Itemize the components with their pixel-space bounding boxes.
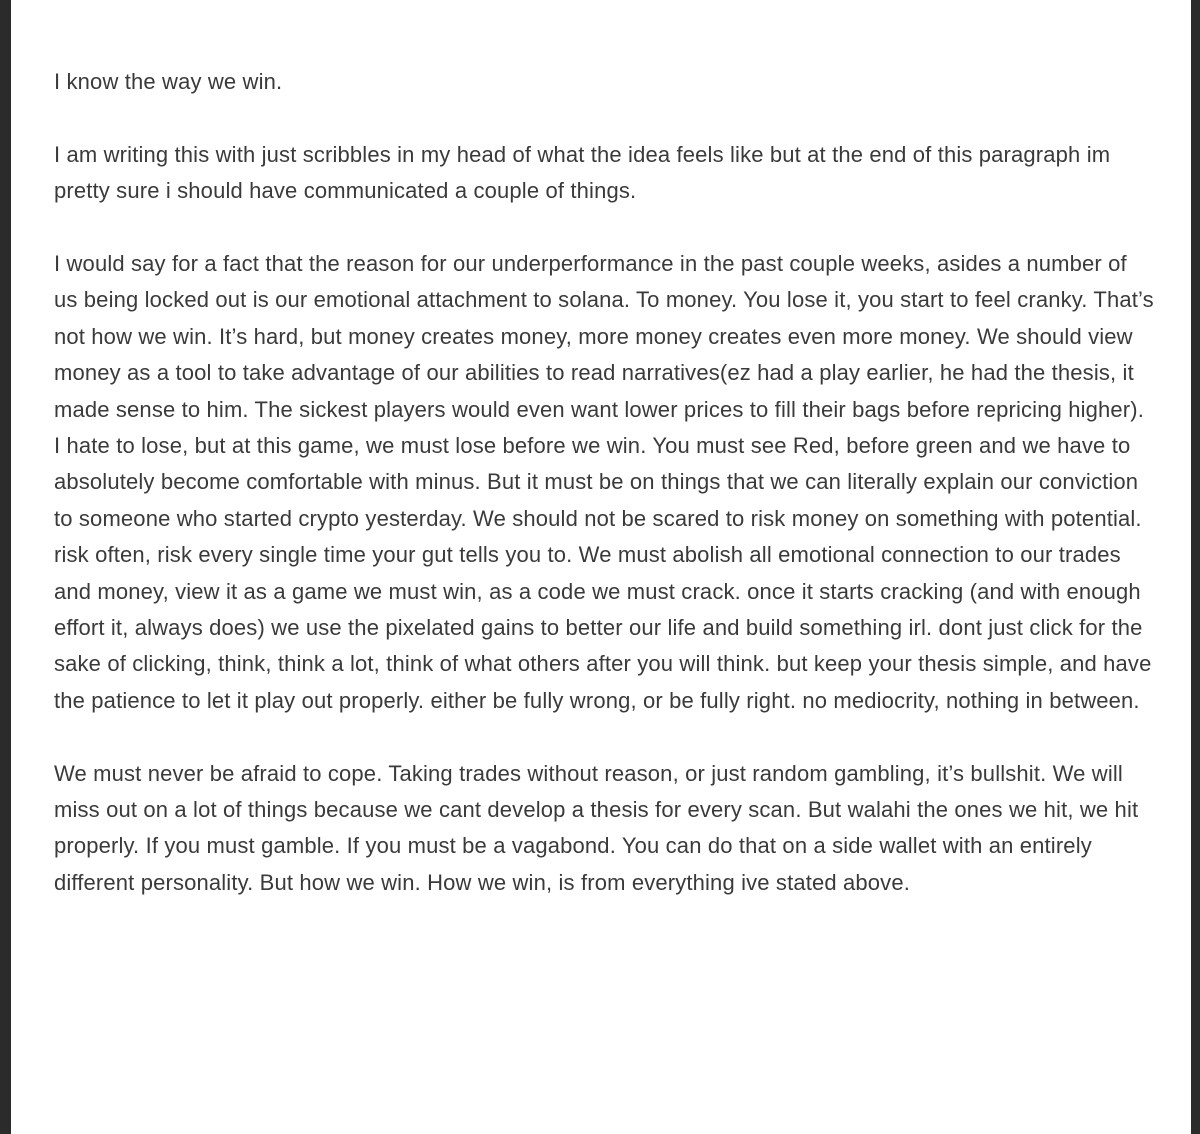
left-frame-edge <box>0 0 11 1134</box>
paragraph-2: I am writing this with just scribbles in my head of what the idea feels like but at the end of this paragraph im pretty sure i should have communicated a couple of things. <box>54 141 1111 204</box>
paragraph-3: I would say for a fact that the reason for our underperformance in the past couple weeks, asides a number of us being locked out is our emotional attachment to solana. To money. You lose it, you start to feel cranky. That’s not how we win. It’s hard, but money creates money, more money creates even more money. We should view money as a tool to take advantage of our abilities to read narratives(ez had a play earlier, he had the thesis, it made sense to him. The sickest players would even want lower prices to fill their bags before repricing higher). I hate to lose, but at this game, we must lose before we win. You must see Red, before green and we have to absolutely become comfortable with minus. But it must be on things that we can literally explain our conviction to someone who started crypto yesterday. We should not be scared to risk money on something with potential. risk often, risk every single time your gut tells you to. We must abolish all emotional connection to our trades and money, view it as a game we must win, as a code we must crack. once it starts cracking (and with enough effort it, always does) we use the pixelated gains to better our life and build something irl. dont just click for the sake of clicking, think, think a lot, think of what others after you will think. but keep your thesis simple, and have the patience to let it play out properly. either be fully wrong, or be fully right. no mediocrity, nothing in between. <box>54 251 1154 713</box>
right-frame-edge <box>1191 0 1200 1134</box>
paragraph-1: I know the way we win. <box>54 69 283 94</box>
document-body <box>54 64 1154 938</box>
paragraph-4: We must never be afraid to cope. Taking trades without reason, or just random gambling, it’s bullshit. We will miss out on a lot of things because we cant develop a thesis for every scan. But walahi the ones we hit, we hit properly. If you must gamble. If you must be a vagabond. You can do that on a side wallet with an entirely different personality. But how we win. How we win, is from everything ive stated above. <box>54 760 1139 895</box>
